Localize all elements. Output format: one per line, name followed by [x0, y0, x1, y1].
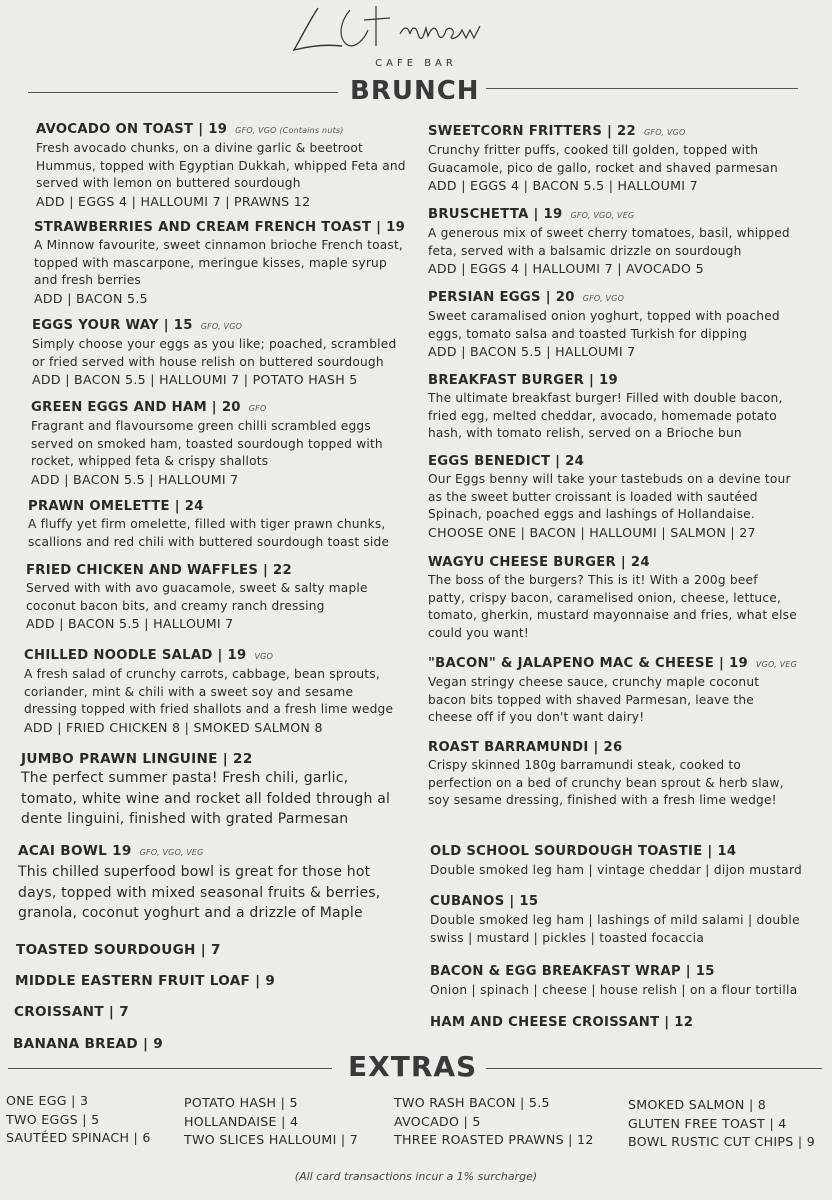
- item-desc-line: and fresh berries: [34, 273, 141, 288]
- extra-item: GLUTEN FREE TOAST | 4: [628, 1115, 787, 1131]
- item-desc-line: served with lemon on buttered sourdough: [36, 176, 301, 191]
- item-addons: ADD | BACON 5.5 | HALLOUMI 7 | POTATO HASH 5: [32, 372, 358, 388]
- item-desc-line: Hummus, topped with Egyptian Dukkah, whipped Feta and: [36, 158, 406, 173]
- extra-item: THREE ROASTED PRAWNS | 12: [394, 1132, 594, 1147]
- item-desc-line: bacon bits topped with shaved Parmesan, leave the: [428, 692, 754, 707]
- item-addons: ADD | BACON 5.5 | HALLOUMI 7: [26, 616, 234, 632]
- item-desc-line: Simply choose your eggs as you like; poached, scrambled: [32, 337, 397, 351]
- item-desc-line: Fragrant and flavoursome green chilli scrambled eggs: [31, 419, 371, 433]
- item-desc-line: dressing topped with fried shallots and a fresh lime wedge: [24, 702, 394, 717]
- item-desc-line: tomato, gherkin, mustard mayonnaise and fries, what else: [428, 608, 797, 623]
- item-desc-line: Vegan stringy cheese sauce, crunchy maple coconut: [428, 675, 760, 689]
- menu-item: [428, 289, 780, 361]
- item-addons: CHOOSE ONE | BACON | HALLOUMI | SALMON | 27: [428, 524, 756, 540]
- item-desc-line: topped with mascarpone, meringue kisses, maple syrup: [34, 255, 387, 270]
- item-desc-line: coconut bacon bits, and creamy ranch dressing: [26, 598, 325, 613]
- menu-item: [18, 842, 380, 924]
- item-addons: swiss | mustard | pickles | toasted focaccia: [430, 931, 705, 945]
- item-desc-line: patty, crispy bacon, caramelised onion, cheese, lettuce,: [428, 590, 782, 605]
- item-addons: ADD | BACON 5.5 | HALLOUMI 7: [428, 344, 636, 360]
- item-addons: ADD | BACON 5.5: [34, 290, 148, 306]
- item-name: ROAST BARRAMUNDI | 26: [428, 740, 623, 755]
- menu-item: [24, 647, 393, 737]
- menu-item: [428, 206, 790, 278]
- item-name: WAGYU CHEESE BURGER | 24: [428, 555, 650, 570]
- item-desc-line: tomato, white wine and rocket all folded through al: [21, 790, 391, 807]
- item-tags: GFO, VGO: [582, 294, 625, 303]
- item-tags: GFO, VGO: [644, 128, 686, 137]
- item-desc-line: The boss of the burgers? This is it! With a 200g beef: [428, 573, 758, 587]
- extras-column: [184, 1094, 358, 1150]
- item-desc-line: A Minnow favourite, sweet cinnamon brioche French toast,: [34, 238, 404, 252]
- item-name: PRAWN OMELETTE | 24: [28, 499, 204, 514]
- logo-script-icon: [280, 0, 540, 58]
- item-desc-line: or fried served with house relish on buttered sourdough: [32, 354, 384, 369]
- item-desc-line: A generous mix of sweet cherry tomatoes, basil, whipped: [428, 226, 790, 240]
- item-desc-line: days, topped with mixed seasonal fruits & berries,: [18, 884, 381, 901]
- brunch-rule-right: [486, 88, 798, 89]
- item-desc-line: scallions and red chili with buttered sourdough toast side: [28, 534, 390, 549]
- item-name: BREAKFAST BURGER | 19: [428, 373, 618, 388]
- menu-item: [28, 498, 389, 551]
- item-name: "BACON" & JALAPENO MAC & CHEESE | 19: [428, 656, 748, 671]
- menu-item: [430, 893, 800, 947]
- extra-item: SAUTÉED SPINACH | 6: [6, 1130, 151, 1145]
- item-name: OLD SCHOOL SOURDOUGH TOASTIE | 14: [430, 844, 737, 859]
- extra-item: ONE EGG | 3: [6, 1093, 89, 1108]
- item-tags: GFO, VGO, VEG: [139, 848, 204, 857]
- item-addons: Onion | spinach | cheese | house relish | on a flour tortilla: [430, 983, 798, 997]
- extra-item: TWO SLICES HALLOUMI | 7: [184, 1132, 359, 1147]
- item-addons: ADD | EGGS 4 | HALLOUMI 7 | AVOCADO 5: [428, 261, 704, 277]
- item-tags: GFO, VGO: [200, 322, 243, 331]
- item-tags: GFO, VGO, VEG: [570, 211, 635, 220]
- menu-item: [14, 1003, 129, 1021]
- extra-item: POTATO HASH | 5: [184, 1095, 298, 1110]
- item-name: CUBANOS | 15: [430, 894, 539, 909]
- item-desc-line: The perfect summer pasta! Fresh chili, garlic,: [21, 770, 349, 786]
- item-desc-line: A fluffy yet firm omelette, filled with tiger prawn chunks,: [28, 517, 386, 531]
- item-desc-line: Spinach, poached eggs and lashings of Hollandaise.: [428, 507, 755, 522]
- item-tags: GFO: [248, 404, 267, 413]
- item-name: BRUSCHETTA | 19: [428, 207, 563, 222]
- item-tags: GFO, VGO (Contains nuts): [235, 126, 344, 135]
- menu-item: [428, 739, 784, 810]
- item-name: CHILLED NOODLE SALAD | 19: [24, 648, 247, 663]
- item-tags: VGO: [254, 652, 274, 661]
- item-desc-line: soy sesame dressing, finished with a fresh lime wedge!: [428, 793, 777, 808]
- menu-item: [428, 655, 797, 727]
- item-desc-line: Our Eggs benny will take your tastebuds on a devine tour: [428, 472, 791, 486]
- item-name: GREEN EGGS AND HAM | 20: [31, 400, 241, 415]
- menu-item: [31, 399, 383, 489]
- menu-item: [15, 972, 275, 990]
- item-name: TOASTED SOURDOUGH | 7: [16, 942, 221, 958]
- item-desc-line: hash, with tomato relish, served on a Brioche bun: [428, 426, 742, 441]
- item-name: HAM AND CHEESE CROISSANT | 12: [430, 1015, 694, 1030]
- menu-item: [428, 372, 783, 443]
- item-name: ACAI BOWL 19: [18, 843, 132, 859]
- item-desc-line: fried egg, melted cheddar, avocado, homemade potato: [428, 408, 777, 423]
- item-desc-line: cheese off if you don't want dairy!: [428, 710, 645, 725]
- extra-item: HOLLANDAISE | 4: [184, 1113, 299, 1129]
- item-desc-line: granola, coconut yoghurt and a drizzle of Maple: [18, 905, 363, 921]
- item-desc-line: Crispy skinned 180g barramundi steak, cooked to: [428, 758, 741, 772]
- surcharge-note: (All card transactions incur a 1% surcharge): [294, 1170, 538, 1183]
- item-name: EGGS YOUR WAY | 15: [32, 318, 193, 333]
- item-addons: ADD | EGGS 4 | HALLOUMI 7 | PRAWNS 12: [36, 193, 311, 209]
- extra-item: AVOCADO | 5: [394, 1113, 481, 1129]
- item-desc-line: The ultimate breakfast burger! Filled with double bacon,: [428, 391, 783, 405]
- menu-item: [36, 121, 406, 211]
- item-desc-line: feta, served with a balsamic drizzle on sourdough: [428, 243, 742, 258]
- item-name: BANANA BREAD | 9: [13, 1036, 164, 1052]
- item-name: STRAWBERRIES AND CREAM FRENCH TOAST | 19: [34, 220, 406, 235]
- cafe-logo: [280, 0, 540, 58]
- menu-item: [428, 123, 778, 195]
- extra-item: SMOKED SALMON | 8: [628, 1097, 767, 1112]
- item-desc-line: coriander, mint & chili with a sweet soy and sesame: [24, 684, 354, 699]
- extras-title: EXTRAS: [348, 1050, 478, 1083]
- item-addons: ADD | FRIED CHICKEN 8 | SMOKED SALMON 8: [24, 719, 323, 735]
- brunch-title: BRUNCH: [350, 76, 480, 106]
- item-desc-line: as the sweet butter croissant is loaded with sautéed: [428, 489, 758, 504]
- item-desc-line: Crunchy fritter puffs, cooked till golden, topped with: [428, 143, 759, 157]
- extras-column: [628, 1096, 815, 1152]
- extras-column: [394, 1094, 594, 1150]
- item-desc-line: dente linguini, finished with grated Parmesan: [21, 811, 349, 827]
- menu-item: [13, 1035, 163, 1053]
- item-addons: ADD | EGGS 4 | BACON 5.5 | HALLOUMI 7: [428, 178, 698, 194]
- item-desc-line: eggs, tomato salsa and toasted Turkish for dipping: [428, 326, 748, 341]
- item-desc-line: Fresh avocado chunks, on a divine garlic & beetroot: [36, 141, 364, 155]
- item-name: EGGS BENEDICT | 24: [428, 454, 585, 469]
- menu-item: [428, 453, 791, 542]
- item-name: FRIED CHICKEN AND WAFFLES | 22: [26, 563, 292, 578]
- item-name: MIDDLE EASTERN FRUIT LOAF | 9: [15, 973, 276, 989]
- extra-item: TWO RASH BACON | 5.5: [394, 1095, 550, 1110]
- item-name: BACON & EGG BREAKFAST WRAP | 15: [430, 964, 715, 979]
- menu-item: [26, 562, 368, 633]
- extras-column: [6, 1092, 151, 1148]
- item-name: SWEETCORN FRITTERS | 22: [428, 124, 637, 139]
- menu-item: [430, 843, 802, 879]
- menu-item: [428, 554, 797, 642]
- menu-item: [430, 1014, 693, 1032]
- item-addons: ADD | BACON 5.5 | HALLOUMI 7: [31, 471, 239, 487]
- item-desc-line: Guacamole, pico de gallo, rocket and shaved parmesan: [428, 160, 778, 175]
- extras-rule-left: [8, 1068, 332, 1069]
- extras-rule-right: [486, 1068, 822, 1069]
- menu-item: [21, 750, 390, 830]
- menu-item: [32, 317, 396, 389]
- item-desc-line: rocket, whipped feta & crispy shallots: [31, 454, 269, 469]
- item-tags: VGO, VEG: [755, 660, 797, 669]
- item-name: PERSIAN EGGS | 20: [428, 290, 575, 305]
- item-desc-line: could you want!: [428, 625, 529, 640]
- item-name: JUMBO PRAWN LINGUINE | 22: [21, 751, 253, 767]
- item-desc-line: perfection on a bed of crunchy bean sprout & herb slaw,: [428, 775, 784, 790]
- extra-item: TWO EGGS | 5: [6, 1111, 100, 1127]
- item-desc-line: Sweet caramalised onion yoghurt, topped with poached: [428, 309, 780, 323]
- extra-item: BOWL RUSTIC CUT CHIPS | 9: [628, 1134, 816, 1149]
- item-name: AVOCADO ON TOAST | 19: [36, 122, 228, 137]
- item-desc-line: A fresh salad of crunchy carrots, cabbage, bean sprouts,: [24, 667, 380, 681]
- menu-item: [16, 941, 221, 959]
- item-desc-line: served on smoked ham, toasted sourdough topped with: [31, 436, 383, 451]
- item-name: CROISSANT | 7: [14, 1004, 129, 1020]
- item-desc-line: This chilled superfood bowl is great for those hot: [18, 864, 371, 880]
- menu-item: [430, 963, 797, 999]
- item-desc-line: Served with with avo guacamole, sweet & salty maple: [26, 581, 368, 595]
- item-addons: Double smoked leg ham | vintage cheddar | dijon mustard: [430, 863, 803, 877]
- logo-subtitle: CAFE BAR: [375, 58, 457, 69]
- menu-item: [34, 219, 405, 308]
- item-addons: Double smoked leg ham | lashings of mild salami | double: [430, 913, 800, 927]
- brunch-rule-left: [28, 92, 338, 93]
